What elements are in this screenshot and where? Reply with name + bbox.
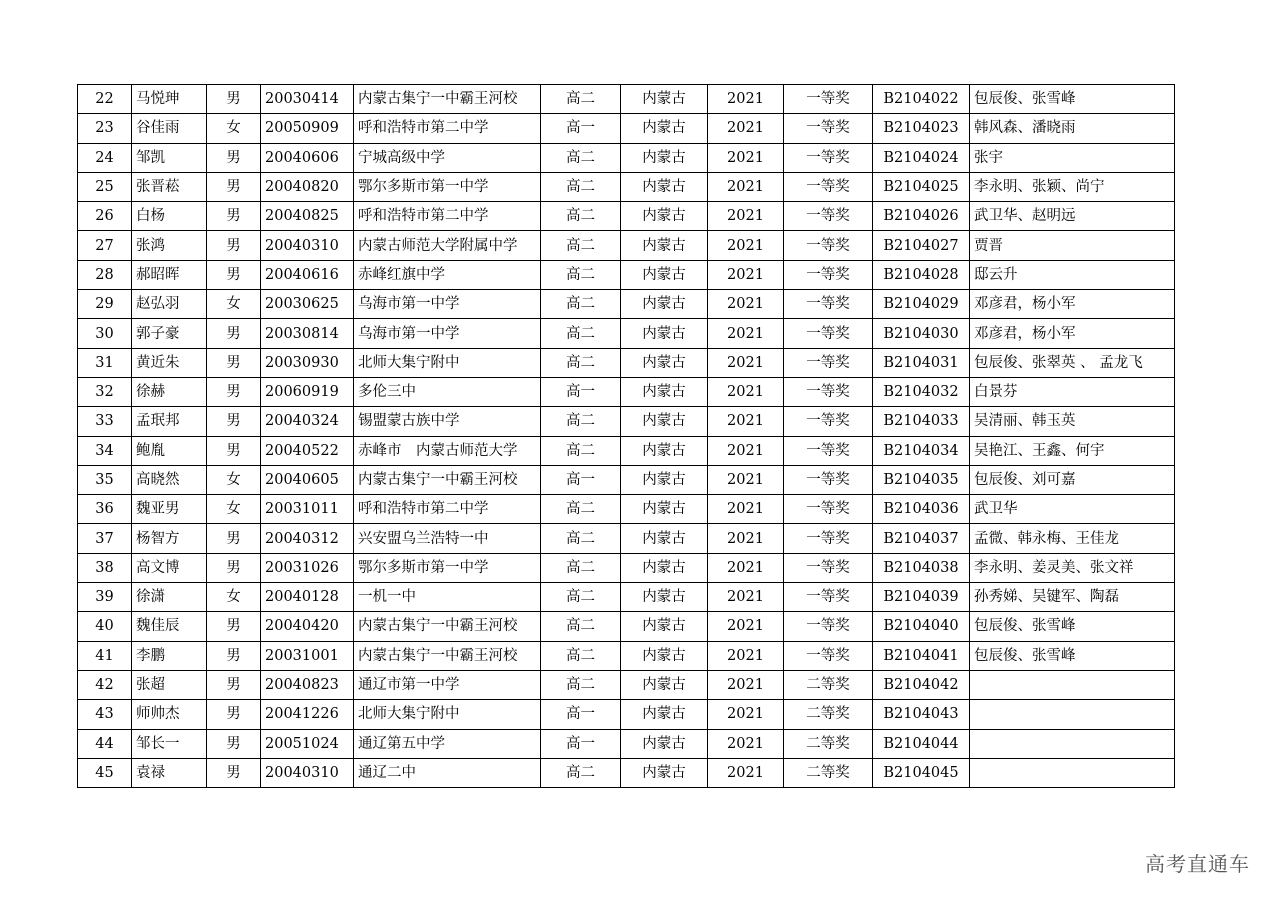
cell-year: 2021: [708, 377, 784, 406]
table-row: [78, 407, 1175, 436]
cell-certificate-no: B2104044: [873, 729, 970, 758]
cell-year: 2021: [708, 231, 784, 260]
cell-grade: 高二: [541, 231, 621, 260]
cell-province: 内蒙古: [621, 641, 708, 670]
table-row: [78, 583, 1175, 612]
cell-award: 一等奖: [784, 143, 873, 172]
cell-school: 乌海市第一中学: [354, 290, 541, 319]
cell-birthdate: 20041226: [261, 700, 354, 729]
cell-school: 兴安盟乌兰浩特一中: [354, 524, 541, 553]
table-row: [78, 436, 1175, 465]
cell-year: 2021: [708, 260, 784, 289]
cell-certificate-no: B2104041: [873, 641, 970, 670]
cell-gender: 男: [207, 260, 261, 289]
cell-school: 呼和浩特市第二中学: [354, 495, 541, 524]
cell-gender: 男: [207, 700, 261, 729]
cell-birthdate: 20051024: [261, 729, 354, 758]
cell-rank: 42: [78, 670, 132, 699]
cell-rank: 27: [78, 231, 132, 260]
cell-award: 一等奖: [784, 85, 873, 114]
cell-rank: 25: [78, 172, 132, 201]
cell-certificate-no: B2104033: [873, 407, 970, 436]
cell-gender: 男: [207, 553, 261, 582]
table-row: [78, 143, 1175, 172]
cell-school: 北师大集宁附中: [354, 348, 541, 377]
table-row: [78, 758, 1175, 787]
cell-grade: 高二: [541, 612, 621, 641]
table-row: [78, 260, 1175, 289]
cell-grade: 高二: [541, 641, 621, 670]
cell-teachers: 邓彦君，杨小军: [970, 290, 1175, 319]
cell-certificate-no: B2104029: [873, 290, 970, 319]
cell-year: 2021: [708, 495, 784, 524]
cell-rank: 34: [78, 436, 132, 465]
cell-award: 一等奖: [784, 495, 873, 524]
cell-rank: 41: [78, 641, 132, 670]
cell-year: 2021: [708, 670, 784, 699]
cell-teachers: 武卫华: [970, 495, 1175, 524]
cell-birthdate: 20040825: [261, 202, 354, 231]
table-row: [78, 231, 1175, 260]
cell-certificate-no: B2104036: [873, 495, 970, 524]
cell-province: 内蒙古: [621, 524, 708, 553]
cell-name: 张晋菘: [132, 172, 207, 201]
cell-grade: 高二: [541, 583, 621, 612]
cell-gender: 男: [207, 436, 261, 465]
cell-grade: 高二: [541, 407, 621, 436]
cell-grade: 高一: [541, 729, 621, 758]
cell-gender: 男: [207, 729, 261, 758]
table-row: [78, 641, 1175, 670]
cell-award: 一等奖: [784, 231, 873, 260]
cell-school: 内蒙古集宁一中霸王河校: [354, 612, 541, 641]
cell-rank: 35: [78, 465, 132, 494]
cell-name: 魏佳辰: [132, 612, 207, 641]
cell-year: 2021: [708, 143, 784, 172]
cell-certificate-no: B2104042: [873, 670, 970, 699]
cell-certificate-no: B2104035: [873, 465, 970, 494]
cell-grade: 高二: [541, 172, 621, 201]
cell-teachers: 李永明、张颖、尚宁: [970, 172, 1175, 201]
cell-province: 内蒙古: [621, 231, 708, 260]
cell-gender: 女: [207, 583, 261, 612]
cell-certificate-no: B2104024: [873, 143, 970, 172]
cell-grade: 高二: [541, 495, 621, 524]
cell-province: 内蒙古: [621, 495, 708, 524]
cell-birthdate: 20040310: [261, 758, 354, 787]
cell-teachers: [970, 670, 1175, 699]
cell-province: 内蒙古: [621, 85, 708, 114]
cell-grade: 高二: [541, 260, 621, 289]
table-row: [78, 495, 1175, 524]
cell-award: 一等奖: [784, 436, 873, 465]
cell-name: 袁禄: [132, 758, 207, 787]
cell-rank: 44: [78, 729, 132, 758]
cell-gender: 男: [207, 348, 261, 377]
cell-rank: 29: [78, 290, 132, 319]
cell-certificate-no: B2104043: [873, 700, 970, 729]
cell-name: 高晓然: [132, 465, 207, 494]
cell-year: 2021: [708, 700, 784, 729]
cell-teachers: 孙秀娣、吴键军、陶磊: [970, 583, 1175, 612]
cell-province: 内蒙古: [621, 670, 708, 699]
cell-year: 2021: [708, 729, 784, 758]
cell-grade: 高二: [541, 319, 621, 348]
cell-school: 通辽二中: [354, 758, 541, 787]
cell-birthdate: 20040605: [261, 465, 354, 494]
cell-name: 李鹏: [132, 641, 207, 670]
cell-name: 郝昭晖: [132, 260, 207, 289]
cell-birthdate: 20040128: [261, 583, 354, 612]
cell-gender: 男: [207, 670, 261, 699]
cell-birthdate: 20040420: [261, 612, 354, 641]
cell-teachers: 贾晋: [970, 231, 1175, 260]
cell-grade: 高一: [541, 114, 621, 143]
cell-school: 锡盟蒙古族中学: [354, 407, 541, 436]
cell-grade: 高一: [541, 377, 621, 406]
cell-year: 2021: [708, 436, 784, 465]
cell-province: 内蒙古: [621, 114, 708, 143]
cell-name: 谷佳雨: [132, 114, 207, 143]
cell-grade: 高一: [541, 465, 621, 494]
cell-birthdate: 20030414: [261, 85, 354, 114]
cell-award: 一等奖: [784, 202, 873, 231]
cell-rank: 28: [78, 260, 132, 289]
award-table: [77, 84, 1175, 788]
cell-name: 鲍胤: [132, 436, 207, 465]
cell-name: 张鸿: [132, 231, 207, 260]
cell-year: 2021: [708, 583, 784, 612]
cell-birthdate: 20030814: [261, 319, 354, 348]
cell-school: 通辽市第一中学: [354, 670, 541, 699]
cell-birthdate: 20040606: [261, 143, 354, 172]
cell-gender: 男: [207, 377, 261, 406]
cell-award: 一等奖: [784, 260, 873, 289]
cell-birthdate: 20031011: [261, 495, 354, 524]
cell-award: 一等奖: [784, 407, 873, 436]
cell-teachers: 白景芬: [970, 377, 1175, 406]
cell-gender: 女: [207, 290, 261, 319]
cell-year: 2021: [708, 641, 784, 670]
cell-province: 内蒙古: [621, 700, 708, 729]
cell-grade: 高二: [541, 143, 621, 172]
cell-name: 白杨: [132, 202, 207, 231]
cell-birthdate: 20040312: [261, 524, 354, 553]
cell-year: 2021: [708, 85, 784, 114]
cell-province: 内蒙古: [621, 172, 708, 201]
cell-gender: 男: [207, 231, 261, 260]
cell-teachers: 包辰俊、刘可嘉: [970, 465, 1175, 494]
cell-award: 一等奖: [784, 612, 873, 641]
cell-rank: 22: [78, 85, 132, 114]
cell-school: 鄂尔多斯市第一中学: [354, 172, 541, 201]
cell-certificate-no: B2104032: [873, 377, 970, 406]
cell-gender: 女: [207, 114, 261, 143]
cell-year: 2021: [708, 465, 784, 494]
cell-rank: 43: [78, 700, 132, 729]
cell-teachers: 邓彦君，杨小军: [970, 319, 1175, 348]
cell-year: 2021: [708, 612, 784, 641]
table-row: [78, 377, 1175, 406]
cell-rank: 36: [78, 495, 132, 524]
cell-year: 2021: [708, 348, 784, 377]
cell-teachers: 武卫华、赵明远: [970, 202, 1175, 231]
table-body: [78, 85, 1175, 788]
table-row: [78, 172, 1175, 201]
cell-birthdate: 20040616: [261, 260, 354, 289]
table-row: [78, 465, 1175, 494]
cell-birthdate: 20030930: [261, 348, 354, 377]
cell-school: 乌海市第一中学: [354, 319, 541, 348]
cell-certificate-no: B2104038: [873, 553, 970, 582]
cell-gender: 女: [207, 495, 261, 524]
cell-award: 一等奖: [784, 641, 873, 670]
cell-name: 孟珉邦: [132, 407, 207, 436]
cell-grade: 高一: [541, 700, 621, 729]
cell-school: 一机一中: [354, 583, 541, 612]
cell-award: 一等奖: [784, 172, 873, 201]
cell-province: 内蒙古: [621, 729, 708, 758]
cell-award: 二等奖: [784, 670, 873, 699]
cell-award: 一等奖: [784, 290, 873, 319]
cell-gender: 男: [207, 319, 261, 348]
cell-rank: 31: [78, 348, 132, 377]
cell-gender: 女: [207, 465, 261, 494]
cell-certificate-no: B2104026: [873, 202, 970, 231]
cell-grade: 高二: [541, 85, 621, 114]
cell-teachers: 包辰俊、张雪峰: [970, 85, 1175, 114]
cell-province: 内蒙古: [621, 290, 708, 319]
cell-gender: 男: [207, 172, 261, 201]
cell-school: 内蒙古集宁一中霸王河校: [354, 465, 541, 494]
cell-school: 内蒙古集宁一中霸王河校: [354, 85, 541, 114]
cell-birthdate: 20030625: [261, 290, 354, 319]
cell-school: 内蒙古集宁一中霸王河校: [354, 641, 541, 670]
cell-school: 多伦三中: [354, 377, 541, 406]
cell-teachers: 包辰俊、张雪峰: [970, 641, 1175, 670]
cell-province: 内蒙古: [621, 260, 708, 289]
cell-rank: 39: [78, 583, 132, 612]
cell-certificate-no: B2104028: [873, 260, 970, 289]
cell-certificate-no: B2104031: [873, 348, 970, 377]
cell-certificate-no: B2104037: [873, 524, 970, 553]
cell-award: 一等奖: [784, 583, 873, 612]
cell-teachers: 包辰俊、张翠英 、 孟龙飞: [970, 348, 1175, 377]
cell-award: 一等奖: [784, 348, 873, 377]
cell-year: 2021: [708, 319, 784, 348]
cell-certificate-no: B2104034: [873, 436, 970, 465]
table-row: [78, 553, 1175, 582]
cell-birthdate: 20040310: [261, 231, 354, 260]
cell-birthdate: 20040823: [261, 670, 354, 699]
cell-gender: 男: [207, 758, 261, 787]
cell-year: 2021: [708, 758, 784, 787]
cell-name: 杨智方: [132, 524, 207, 553]
cell-birthdate: 20050909: [261, 114, 354, 143]
cell-rank: 45: [78, 758, 132, 787]
cell-rank: 30: [78, 319, 132, 348]
cell-award: 二等奖: [784, 700, 873, 729]
cell-grade: 高二: [541, 436, 621, 465]
table-row: [78, 612, 1175, 641]
cell-province: 内蒙古: [621, 583, 708, 612]
cell-birthdate: 20040324: [261, 407, 354, 436]
cell-name: 徐潇: [132, 583, 207, 612]
cell-province: 内蒙古: [621, 465, 708, 494]
cell-birthdate: 20060919: [261, 377, 354, 406]
cell-teachers: [970, 758, 1175, 787]
table-row: [78, 290, 1175, 319]
cell-certificate-no: B2104030: [873, 319, 970, 348]
cell-name: 徐赫: [132, 377, 207, 406]
cell-award: 一等奖: [784, 553, 873, 582]
cell-birthdate: 20040820: [261, 172, 354, 201]
cell-province: 内蒙古: [621, 436, 708, 465]
cell-province: 内蒙古: [621, 202, 708, 231]
cell-teachers: 吴清丽、韩玉英: [970, 407, 1175, 436]
cell-rank: 40: [78, 612, 132, 641]
cell-rank: 26: [78, 202, 132, 231]
cell-province: 内蒙古: [621, 553, 708, 582]
cell-province: 内蒙古: [621, 758, 708, 787]
cell-award: 一等奖: [784, 114, 873, 143]
cell-gender: 男: [207, 85, 261, 114]
cell-school: 赤峰市 内蒙古师范大学: [354, 436, 541, 465]
cell-rank: 24: [78, 143, 132, 172]
table-row: [78, 670, 1175, 699]
cell-name: 邹凯: [132, 143, 207, 172]
cell-name: 魏亚男: [132, 495, 207, 524]
cell-gender: 男: [207, 407, 261, 436]
cell-year: 2021: [708, 553, 784, 582]
cell-teachers: 韩风森、潘晓雨: [970, 114, 1175, 143]
cell-gender: 男: [207, 524, 261, 553]
cell-certificate-no: B2104039: [873, 583, 970, 612]
cell-teachers: 李永明、姜灵美、张文祥: [970, 553, 1175, 582]
cell-teachers: 孟微、韩永梅、王佳龙: [970, 524, 1175, 553]
cell-school: 呼和浩特市第二中学: [354, 114, 541, 143]
cell-province: 内蒙古: [621, 407, 708, 436]
cell-name: 高文博: [132, 553, 207, 582]
cell-gender: 男: [207, 612, 261, 641]
cell-rank: 33: [78, 407, 132, 436]
cell-school: 鄂尔多斯市第一中学: [354, 553, 541, 582]
table-row: [78, 114, 1175, 143]
table-row: [78, 729, 1175, 758]
cell-school: 北师大集宁附中: [354, 700, 541, 729]
cell-year: 2021: [708, 202, 784, 231]
cell-year: 2021: [708, 172, 784, 201]
cell-name: 赵弘羽: [132, 290, 207, 319]
table-row: [78, 524, 1175, 553]
cell-award: 一等奖: [784, 524, 873, 553]
cell-name: 张超: [132, 670, 207, 699]
watermark: 高考直通车: [1145, 852, 1250, 876]
table-row: [78, 319, 1175, 348]
cell-gender: 男: [207, 143, 261, 172]
cell-rank: 23: [78, 114, 132, 143]
cell-gender: 男: [207, 641, 261, 670]
cell-year: 2021: [708, 524, 784, 553]
cell-name: 师帅杰: [132, 700, 207, 729]
cell-name: 邹长一: [132, 729, 207, 758]
cell-grade: 高二: [541, 553, 621, 582]
cell-name: 马悦珅: [132, 85, 207, 114]
cell-birthdate: 20031001: [261, 641, 354, 670]
table-row: [78, 348, 1175, 377]
cell-grade: 高二: [541, 758, 621, 787]
cell-certificate-no: B2104022: [873, 85, 970, 114]
cell-gender: 男: [207, 202, 261, 231]
cell-grade: 高二: [541, 670, 621, 699]
cell-year: 2021: [708, 407, 784, 436]
cell-teachers: [970, 700, 1175, 729]
cell-award: 一等奖: [784, 465, 873, 494]
cell-teachers: 包辰俊、张雪峰: [970, 612, 1175, 641]
cell-certificate-no: B2104025: [873, 172, 970, 201]
cell-teachers: 张宇: [970, 143, 1175, 172]
cell-award: 二等奖: [784, 729, 873, 758]
cell-birthdate: 20031026: [261, 553, 354, 582]
table-row: [78, 85, 1175, 114]
cell-school: 宁城高级中学: [354, 143, 541, 172]
table-row: [78, 202, 1175, 231]
cell-province: 内蒙古: [621, 348, 708, 377]
cell-year: 2021: [708, 114, 784, 143]
table-row: [78, 700, 1175, 729]
cell-province: 内蒙古: [621, 143, 708, 172]
cell-teachers: 吴艳江、王鑫、何宇: [970, 436, 1175, 465]
cell-grade: 高二: [541, 348, 621, 377]
cell-province: 内蒙古: [621, 319, 708, 348]
cell-name: 黄近朱: [132, 348, 207, 377]
cell-certificate-no: B2104023: [873, 114, 970, 143]
cell-school: 通辽第五中学: [354, 729, 541, 758]
cell-award: 一等奖: [784, 377, 873, 406]
cell-name: 郭子豪: [132, 319, 207, 348]
cell-teachers: [970, 729, 1175, 758]
cell-school: 内蒙古师范大学附属中学: [354, 231, 541, 260]
cell-teachers: 邸云升: [970, 260, 1175, 289]
cell-school: 赤峰红旗中学: [354, 260, 541, 289]
cell-province: 内蒙古: [621, 377, 708, 406]
cell-certificate-no: B2104045: [873, 758, 970, 787]
cell-grade: 高二: [541, 202, 621, 231]
cell-certificate-no: B2104040: [873, 612, 970, 641]
cell-rank: 37: [78, 524, 132, 553]
cell-birthdate: 20040522: [261, 436, 354, 465]
cell-rank: 38: [78, 553, 132, 582]
cell-award: 一等奖: [784, 319, 873, 348]
cell-year: 2021: [708, 290, 784, 319]
cell-award: 二等奖: [784, 758, 873, 787]
cell-grade: 高二: [541, 524, 621, 553]
cell-rank: 32: [78, 377, 132, 406]
cell-school: 呼和浩特市第二中学: [354, 202, 541, 231]
cell-certificate-no: B2104027: [873, 231, 970, 260]
cell-province: 内蒙古: [621, 612, 708, 641]
cell-grade: 高二: [541, 290, 621, 319]
